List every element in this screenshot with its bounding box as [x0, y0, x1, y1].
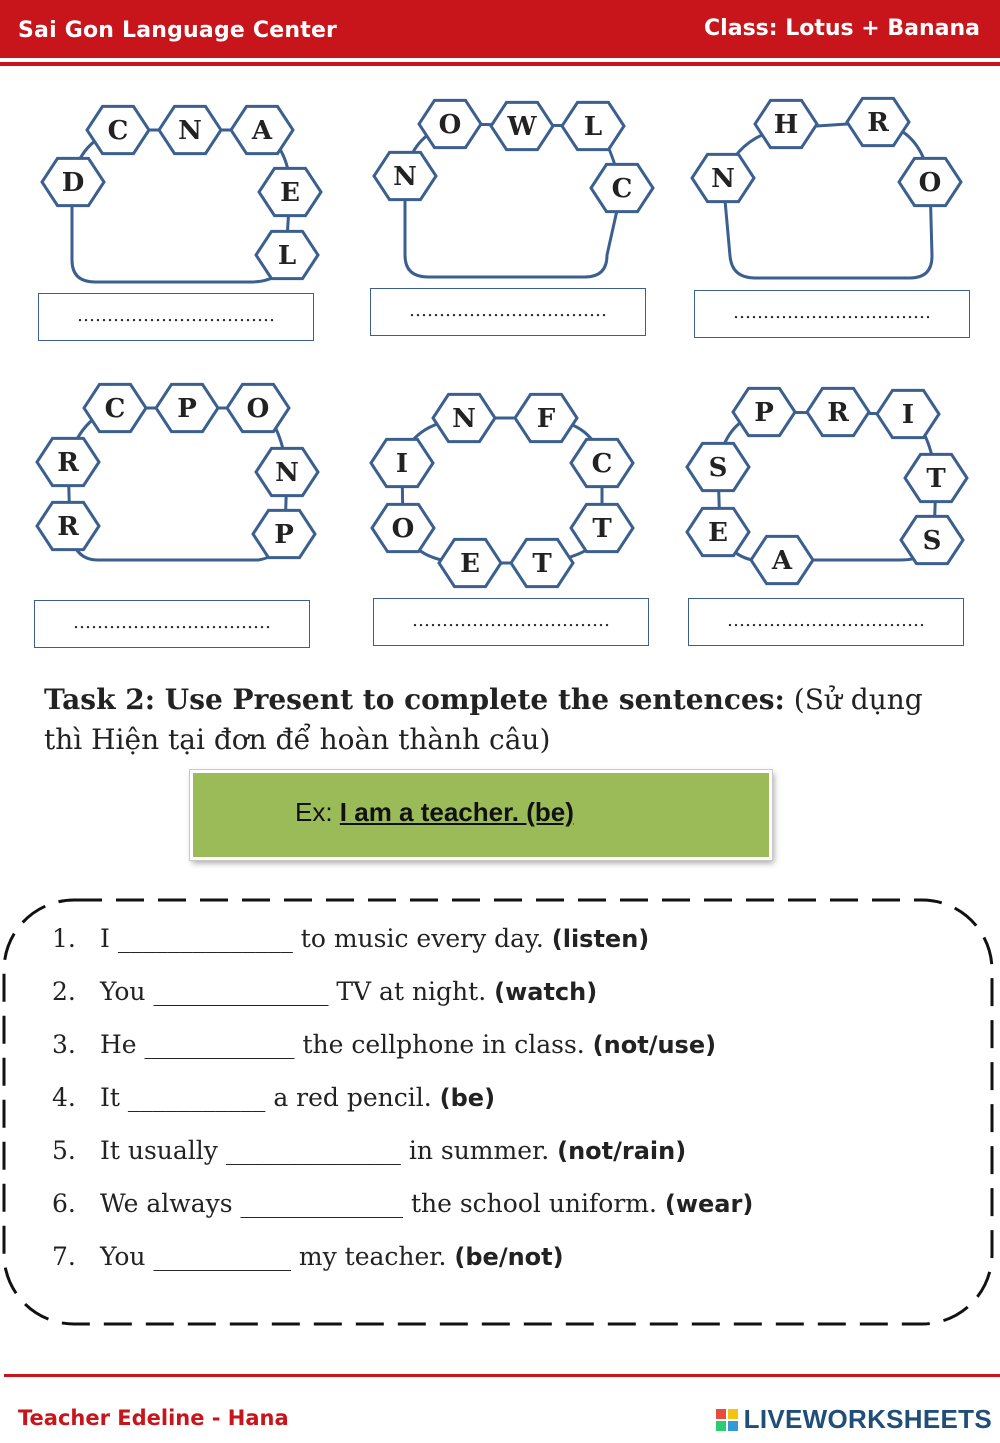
sentence-end: the cellphone in class. — [294, 1030, 593, 1059]
sentence-end: in summer. — [400, 1136, 558, 1165]
letter-tile[interactable] — [227, 384, 289, 431]
sentence-end: my teacher. — [290, 1242, 455, 1271]
letter-tile[interactable] — [259, 168, 321, 215]
letter-tile[interactable] — [899, 158, 961, 205]
letter-tile[interactable] — [591, 164, 653, 211]
letter-text: D — [61, 168, 85, 198]
letter-text: E — [280, 178, 300, 208]
footer-divider — [4, 1374, 1000, 1377]
letter-text: O — [438, 110, 462, 140]
center-name: Sai Gon Language Center — [18, 18, 338, 43]
letter-tile[interactable] — [156, 384, 218, 431]
teacher-name: Teacher Edeline - Hana — [18, 1406, 289, 1430]
verb-hint: (be) — [439, 1084, 496, 1112]
answer-box-1[interactable]: …………………………… — [38, 293, 314, 341]
letter-tile[interactable] — [253, 510, 315, 557]
letter-text: I — [901, 400, 915, 430]
class-name: Class: Lotus + Banana — [704, 16, 980, 41]
verb-hint: (not/rain) — [557, 1137, 687, 1165]
sentence-number: 7. — [52, 1242, 76, 1271]
letter-text: R — [867, 108, 889, 138]
answer-box-2[interactable]: …………………………… — [370, 288, 646, 336]
letter-text: O — [246, 394, 270, 424]
sentence-item — [52, 1026, 952, 1079]
letter-tile[interactable] — [515, 394, 577, 441]
letter-text: E — [708, 518, 728, 548]
letter-text: C — [591, 449, 613, 479]
sentence-item — [52, 1238, 952, 1291]
letter-text: L — [583, 112, 603, 142]
sentence-number: 6. — [52, 1189, 76, 1218]
letter-text: C — [104, 394, 126, 424]
letter-tile[interactable] — [42, 158, 104, 205]
letter-tile[interactable] — [491, 102, 553, 149]
letter-tile[interactable] — [877, 390, 939, 437]
task-2-title: Task 2: Use Present to complete the sentences: — [44, 683, 785, 716]
sentence-item — [52, 1079, 952, 1132]
puzzle-3-loop — [723, 122, 932, 278]
letter-text: W — [507, 112, 537, 142]
sentence-end: a red pencil. — [265, 1083, 440, 1112]
letter-tile[interactable] — [37, 438, 99, 485]
letter-tile[interactable] — [847, 98, 909, 145]
letter-tile[interactable] — [807, 388, 869, 435]
letter-tile[interactable] — [372, 504, 434, 551]
sentence-start: He — [100, 1030, 145, 1059]
answer-box-5[interactable]: …………………………… — [373, 598, 649, 646]
sentence-item — [52, 973, 952, 1026]
letter-text: P — [754, 398, 774, 428]
letter-tile[interactable] — [433, 394, 495, 441]
sentence-end: to music every day. — [292, 924, 552, 953]
liveworksheets-logo — [716, 1404, 992, 1435]
letter-text: P — [274, 520, 294, 550]
sentence-number: 2. — [52, 977, 76, 1006]
letter-tile[interactable] — [687, 443, 749, 490]
answer-box-4[interactable]: …………………………… — [34, 600, 310, 648]
letter-tile[interactable] — [371, 439, 433, 486]
verb-hint: (listen) — [551, 925, 650, 953]
letter-tile[interactable] — [439, 539, 501, 586]
verb-hint: (not/use) — [592, 1031, 717, 1059]
answer-blank[interactable]: ____________ — [144, 1030, 295, 1059]
answer-blank[interactable]: _____________ — [240, 1189, 404, 1218]
letter-text: N — [275, 458, 299, 488]
sentence-item — [52, 1132, 952, 1185]
letter-text: A — [251, 116, 273, 146]
letter-tile[interactable] — [419, 100, 481, 147]
sentence-end: TV at night. — [328, 977, 495, 1006]
sentence-end: the school uniform. — [403, 1189, 665, 1218]
letter-text: N — [711, 164, 735, 194]
answer-blank[interactable]: ___________ — [153, 1242, 291, 1271]
example-text — [295, 797, 574, 828]
letter-tile[interactable] — [511, 539, 573, 586]
letter-tile[interactable] — [751, 536, 813, 583]
answer-blank[interactable]: ______________ — [153, 977, 329, 1006]
letter-text: C — [611, 174, 633, 204]
letter-tile[interactable] — [84, 384, 146, 431]
letter-tile[interactable] — [374, 152, 436, 199]
verb-hint: (be/not) — [454, 1243, 564, 1271]
letter-tile[interactable] — [562, 102, 624, 149]
answer-box-6[interactable]: …………………………… — [688, 598, 964, 646]
letter-text: L — [277, 241, 297, 271]
sentence-number: 3. — [52, 1030, 76, 1059]
letter-text: N — [452, 404, 476, 434]
letter-text: S — [922, 526, 942, 556]
letter-text: P — [177, 394, 197, 424]
sentence-start: I — [100, 924, 118, 953]
puzzle-5-loop — [402, 418, 602, 563]
letter-tile[interactable] — [231, 106, 293, 153]
answer-box-3[interactable]: …………………………… — [694, 290, 970, 338]
sentence-number: 1. — [52, 924, 76, 953]
letter-text: E — [460, 549, 480, 579]
liveworksheets-icon — [716, 1409, 738, 1431]
letter-text: R — [57, 512, 79, 542]
letter-text: N — [393, 162, 417, 192]
letter-tile[interactable] — [733, 388, 795, 435]
letter-tile[interactable] — [901, 516, 963, 563]
letter-tile[interactable] — [159, 106, 221, 153]
sentence-start: We always — [100, 1189, 241, 1218]
letter-text: A — [771, 546, 793, 576]
letter-tile[interactable] — [256, 448, 318, 495]
answer-blank[interactable]: ______________ — [117, 924, 293, 953]
example-answer: I am a teacher. (be) — [339, 797, 574, 827]
sentence-start: It — [100, 1083, 128, 1112]
letter-text: T — [592, 514, 612, 544]
answer-blank[interactable]: ______________ — [225, 1136, 401, 1165]
letter-tile[interactable] — [755, 100, 817, 147]
sentence-number: 5. — [52, 1136, 76, 1165]
letter-tile[interactable] — [692, 154, 754, 201]
sentence-start: You — [100, 977, 154, 1006]
letter-tile[interactable] — [571, 504, 633, 551]
sentence-start: It usually — [100, 1136, 226, 1165]
task-2-heading — [44, 680, 964, 760]
brand-name: LIVEWORKSHEETS — [743, 1404, 992, 1434]
letter-tile[interactable] — [256, 231, 318, 278]
letter-text: O — [918, 168, 942, 198]
sentence-item — [52, 920, 952, 973]
letter-text: O — [391, 514, 415, 544]
task-2-subtitle: (Sử dụng thì Hiện tại đơn để hoàn thành câu) — [44, 683, 923, 756]
answer-blank[interactable]: ___________ — [127, 1083, 266, 1112]
letter-text: N — [178, 116, 202, 146]
letter-tile[interactable] — [687, 508, 749, 555]
letter-hexagons — [37, 98, 967, 586]
example-box — [190, 770, 772, 860]
letter-text: I — [395, 449, 409, 479]
sentence-item — [52, 1185, 952, 1238]
letter-text: F — [536, 404, 556, 434]
letter-text: T — [926, 464, 946, 494]
verb-hint: (wear) — [664, 1190, 754, 1218]
letter-text: T — [532, 549, 552, 579]
letter-tile[interactable] — [87, 106, 149, 153]
letter-text: R — [827, 398, 849, 428]
letter-tile[interactable] — [905, 454, 967, 501]
sentence-list — [52, 920, 952, 1291]
letter-text: C — [107, 116, 129, 146]
example-prefix: Ex: — [295, 797, 340, 827]
sentence-start: You — [100, 1242, 154, 1271]
letter-text: S — [708, 453, 728, 483]
letter-tile[interactable] — [571, 439, 633, 486]
letter-text: H — [773, 110, 799, 140]
verb-hint: (watch) — [494, 978, 598, 1006]
letter-tile[interactable] — [37, 502, 99, 549]
letter-text: R — [57, 448, 79, 478]
sentence-number: 4. — [52, 1083, 76, 1112]
